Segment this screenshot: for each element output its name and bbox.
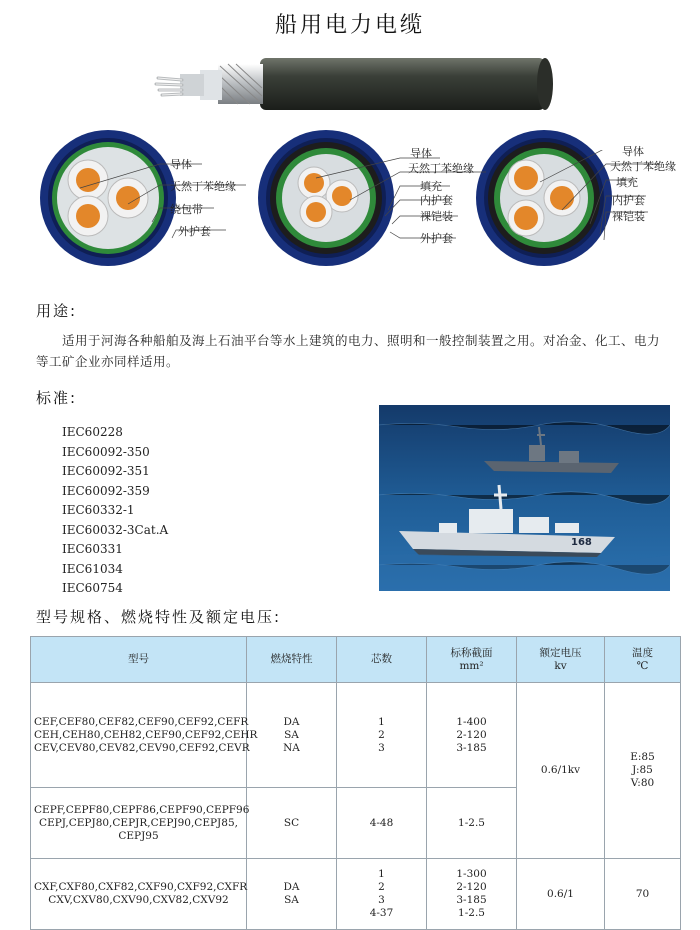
standard-item: IEC60092-351 <box>62 464 150 478</box>
standard-item: IEC61034 <box>62 561 123 576</box>
col-cores: 芯数 <box>337 637 427 683</box>
standard-item: IEC60092-350 <box>62 444 150 459</box>
cell-model: CEPF,CEPF80,CEPF86,CEPF90,CEPF96 CEPJ,CEPJ80,CEPJR,CEPJ90,CEPJ85, CEPJ95 <box>31 788 247 859</box>
cell-flame: DA SA <box>247 859 337 930</box>
label-inner-sheath-right: 内护套 <box>612 194 645 207</box>
spec-table <box>30 636 681 930</box>
label-filler-right: 填充 <box>616 176 638 189</box>
cell-section: 1-300 2-120 3-185 1-2.5 <box>427 859 517 930</box>
label-wrapping-tape-left: 绕包带 <box>170 203 203 216</box>
col-temp: 温度 ℃ <box>605 637 681 683</box>
cell-section: 1-2.5 <box>427 788 517 859</box>
standard-item: IEC60332-1 <box>62 503 135 517</box>
table-row <box>31 683 681 788</box>
standards-list <box>62 423 168 599</box>
label-armour-middle: 裸铠装 <box>420 210 453 223</box>
page-title: 船用电力电缆 <box>274 13 425 38</box>
warships-photo <box>379 405 670 591</box>
cell-flame: SC <box>247 788 337 859</box>
standard-item: IEC60092-359 <box>62 483 150 498</box>
cell-model: CXF,CXF80,CXF82,CXF90,CXF92,CXFR CXV,CXV80,CXV90,CXV82,CXV92 <box>31 859 247 930</box>
col-section: 标称截面 mm² <box>427 637 517 683</box>
col-voltage: 额定电压 kv <box>517 637 605 683</box>
label-inner-sheath-middle: 内护套 <box>420 194 453 207</box>
table-row <box>31 859 681 930</box>
standard-item: IEC60331 <box>62 542 123 556</box>
label-conductor-right: 导体 <box>622 145 644 158</box>
label-outer-sheath-left: 外护套 <box>178 225 211 238</box>
hull-number: 168 <box>571 537 592 548</box>
cell-cores: 1 2 3 4-37 <box>337 859 427 930</box>
cell-model: CEF,CEF80,CEF82,CEF90,CEF92,CEFR CEH,CEH80,CEH82,CEF90,CEF92,CEHR CEV,CEV80,CEV82,CEV90,CEF92,CEVR <box>31 683 247 788</box>
cell-cores: 1 2 3 <box>337 683 427 788</box>
cell-cores: 4-48 <box>337 788 427 859</box>
label-insulation-right: 天然丁苯绝缘 <box>610 160 676 173</box>
col-model: 型号 <box>31 637 247 683</box>
label-conductor-middle: 导体 <box>410 147 432 160</box>
cell-section: 1-400 2-120 3-185 <box>427 683 517 788</box>
cable-illustration <box>150 40 570 120</box>
spec-heading: 型号规格、燃烧特性及额定电压: <box>36 608 282 626</box>
cell-temp-merged: E:85 J:85 V:80 <box>605 683 681 859</box>
standard-item: IEC60032-3Cat.A <box>62 522 169 537</box>
cell-voltage: 0.6/1 <box>517 859 605 930</box>
label-insulation-middle: 天然丁苯绝缘 <box>408 162 474 175</box>
usage-heading: 用途: <box>36 302 78 320</box>
label-outer-sheath-middle: 外护套 <box>420 232 453 245</box>
label-conductor-left: 导体 <box>170 158 192 171</box>
cell-flame: DA SA NA <box>247 683 337 788</box>
label-filler-middle: 填充 <box>420 180 442 193</box>
standard-item: IEC60754 <box>62 581 123 595</box>
label-armour-right: 裸铠装 <box>612 210 645 223</box>
cell-voltage-merged: 0.6/1kv <box>517 683 605 859</box>
standards-heading: 标准: <box>36 389 78 407</box>
table-header-row <box>31 637 681 683</box>
label-insulation-left: 天然丁苯绝缘 <box>170 180 236 193</box>
cell-temp: 70 <box>605 859 681 930</box>
usage-text: 适用于河海各种船舶及海上石油平台等水上建筑的电力、照明和一般控制装置之用。对冶金、化工、电力等工矿企业亦同样适用。 <box>36 333 661 369</box>
standard-item: IEC60228 <box>62 425 123 439</box>
col-flame: 燃烧特性 <box>247 637 337 683</box>
leader-lines <box>0 150 700 250</box>
